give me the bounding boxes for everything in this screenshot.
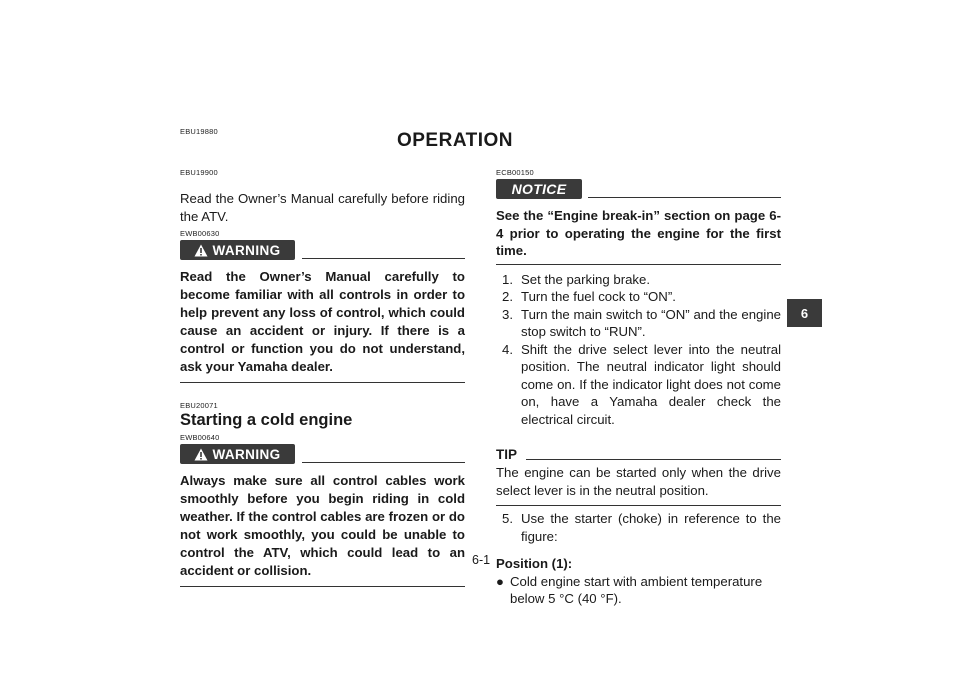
steps-list-continued <box>496 510 781 545</box>
warning1-badge <box>180 240 295 260</box>
section-code-cold-start: EBU20071 <box>180 401 218 410</box>
warning2-code: EWB00640 <box>180 433 220 442</box>
warning1-code: EWB00630 <box>180 229 220 238</box>
warning2-label: WARNING <box>212 446 281 462</box>
left-column <box>180 150 465 587</box>
warning-triangle-icon <box>194 244 208 257</box>
warning2-badge <box>180 444 295 464</box>
list-item: 2. Turn the fuel cock to “ON”. <box>502 289 676 304</box>
intro-code: EBU19900 <box>180 168 218 177</box>
right-column <box>496 168 781 608</box>
list-item: 5. Use the starter (choke) in reference to the figure: <box>502 511 781 544</box>
notice-line <box>588 197 781 198</box>
list-item: 1. Set the parking brake. <box>502 271 651 287</box>
warning2-end-rule <box>180 586 465 587</box>
intro-text: Read the Owner’s Manual carefully before riding the ATV. <box>180 191 465 224</box>
tip-end-rule <box>496 505 781 506</box>
warning1-label: WARNING <box>212 242 281 258</box>
warning1-banner <box>180 240 465 262</box>
position-heading: Position (1): <box>496 556 573 571</box>
notice-badge: NOTICE <box>496 179 582 199</box>
notice-end-rule <box>496 264 781 265</box>
list-item: ● Cold engine start with ambient temperature below 5 °C (40 °F). <box>496 573 763 606</box>
page-number: 6-1 <box>472 553 491 567</box>
bullet-icon: ● <box>496 573 504 589</box>
list-item: 4. Shift the drive select lever into the neutral position. The neutral indicator light should come on. If the indicator light does not come on, have a Yamaha dealer check the electrical circuit. <box>502 341 781 427</box>
tip-text: The engine can be started only when the drive select lever is in the neutral position. <box>496 465 781 498</box>
steps-list <box>496 271 781 429</box>
warning-triangle-icon <box>194 448 208 461</box>
tip-line <box>526 459 781 460</box>
list-item: 3. Turn the main switch to “ON” and the engine stop switch to “RUN”. <box>502 306 781 339</box>
warning2-line <box>302 462 465 463</box>
notice-banner <box>496 179 781 201</box>
section-code: EBU19880 <box>180 127 218 136</box>
tip-banner <box>496 446 781 462</box>
warning1-text: Read the Owner’s Manual carefully to become familiar with all controls in order to help prevent any loss of control, which could cause an accident or injury. If there is a control or function you do not understand, ask your Yamaha dealer. <box>180 269 465 374</box>
section-heading-cold-start: Starting a cold engine <box>180 411 353 429</box>
warning1-line <box>302 258 465 259</box>
warning1-end-rule <box>180 382 465 383</box>
warning2-text: Always make sure all control cables work smoothly before you begin riding in cold weather. If the control cables are frozen or do not work smoothly, you could be unable to control the ATV, which could lead to an accident or collision. <box>180 473 465 578</box>
warning2-banner <box>180 444 465 466</box>
tip-label: TIP <box>496 447 518 462</box>
notice-text: See the “Engine break-in” section on page 6-4 prior to operating the engine for the first time. <box>496 208 781 258</box>
chapter-tab: 6 <box>787 299 822 327</box>
notice-code: ECB00150 <box>496 168 534 177</box>
page-title: OPERATION <box>396 130 514 151</box>
